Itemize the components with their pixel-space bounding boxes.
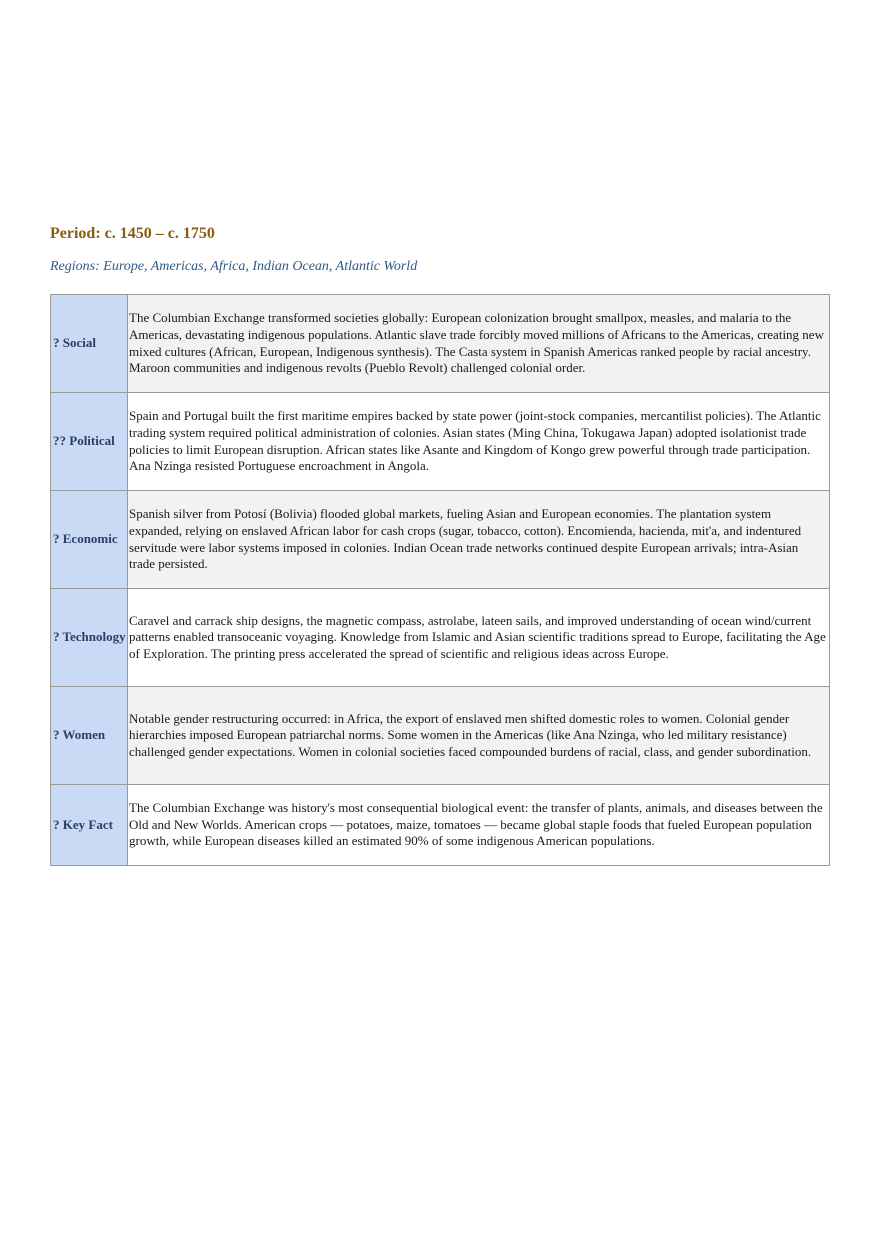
row-label-women: ? Women	[51, 687, 128, 785]
period-heading: Period: c. 1450 – c. 1750	[50, 225, 215, 242]
table-row-technology	[51, 589, 830, 687]
table-row-women	[51, 687, 830, 785]
row-text-economic: Spanish silver from Potosí (Bolivia) flooded global markets, fueling Asian and European economies. The plantation system expanded, relying on enslaved African labor for cash crops (sugar, tobacco, cotton). Encomienda, hacienda, mit'a, and indentured servitude were labor systems imposed in colonies. Indian Ocean trade networks continued despite European arrivals; intra-Asian trade persisted.	[128, 491, 830, 589]
row-text-social: The Columbian Exchange transformed societies globally: European colonization brought smallpox, measles, and malaria to the Americas, devastating indigenous populations. Atlantic slave trade forcibly moved millions of Africans to the Americas, creating new mixed cultures (African, European, Indigenous synthesis). The Casta system in Spanish Americas ranked people by racial ancestry. Maroon communities and indigenous revolts (Pueblo Revolt) challenged colonial order.	[128, 295, 830, 393]
row-text-women: Notable gender restructuring occurred: in Africa, the export of enslaved men shifted domestic roles to women. Colonial gender hierarchies imposed European patriarchal norms. Some women in the Americas (like Ana Nzinga, who led military resistance) challenged gender expectations. Women in colonial societies faced compounded burdens of racial, class, and gender subordination.	[128, 687, 830, 785]
row-label-political: ?? Political	[51, 393, 128, 491]
row-text-political: Spain and Portugal built the first maritime empires backed by state power (joint-stock companies, mercantilist policies). The Atlantic trading system required political administration of colonies. Asian states (Ming China, Tokugawa Japan) adopted isolationist trade policies to limit European disruption. African states like Asante and Kingdom of Kongo grew powerful through trade participation. Ana Nzinga resisted Portuguese encroachment in Angola.	[128, 393, 830, 491]
row-text-key-fact: The Columbian Exchange was history's most consequential biological event: the transfer of plants, animals, and diseases between the Old and New Worlds. American crops — potatoes, maize, tomatoes — became global staple foods that fueled European population growth, while European diseases killed an estimated 90% of some indigenous American populations.	[128, 785, 830, 866]
row-text-technology: Caravel and carrack ship designs, the magnetic compass, astrolabe, lateen sails, and improved understanding of ocean wind/current patterns enabled transoceanic voyaging. Knowledge from Islamic and Asian scientific traditions spread to Europe, facilitating the Age of Exploration. The printing press accelerated the spread of scientific and religious ideas across Europe.	[128, 589, 830, 687]
document-page	[50, 222, 830, 866]
row-label-key-fact: ? Key Fact	[51, 785, 128, 866]
table-row-social	[51, 295, 830, 393]
table-row-economic	[51, 491, 830, 589]
row-label-social: ? Social	[51, 295, 128, 393]
themes-table	[50, 294, 830, 866]
row-label-technology: ? Technology	[51, 589, 128, 687]
regions-subheading: Regions: Europe, Americas, Africa, Indian Ocean, Atlantic World	[50, 259, 418, 274]
row-label-economic: ? Economic	[51, 491, 128, 589]
table-row-key-fact	[51, 785, 830, 866]
table-row-political	[51, 393, 830, 491]
